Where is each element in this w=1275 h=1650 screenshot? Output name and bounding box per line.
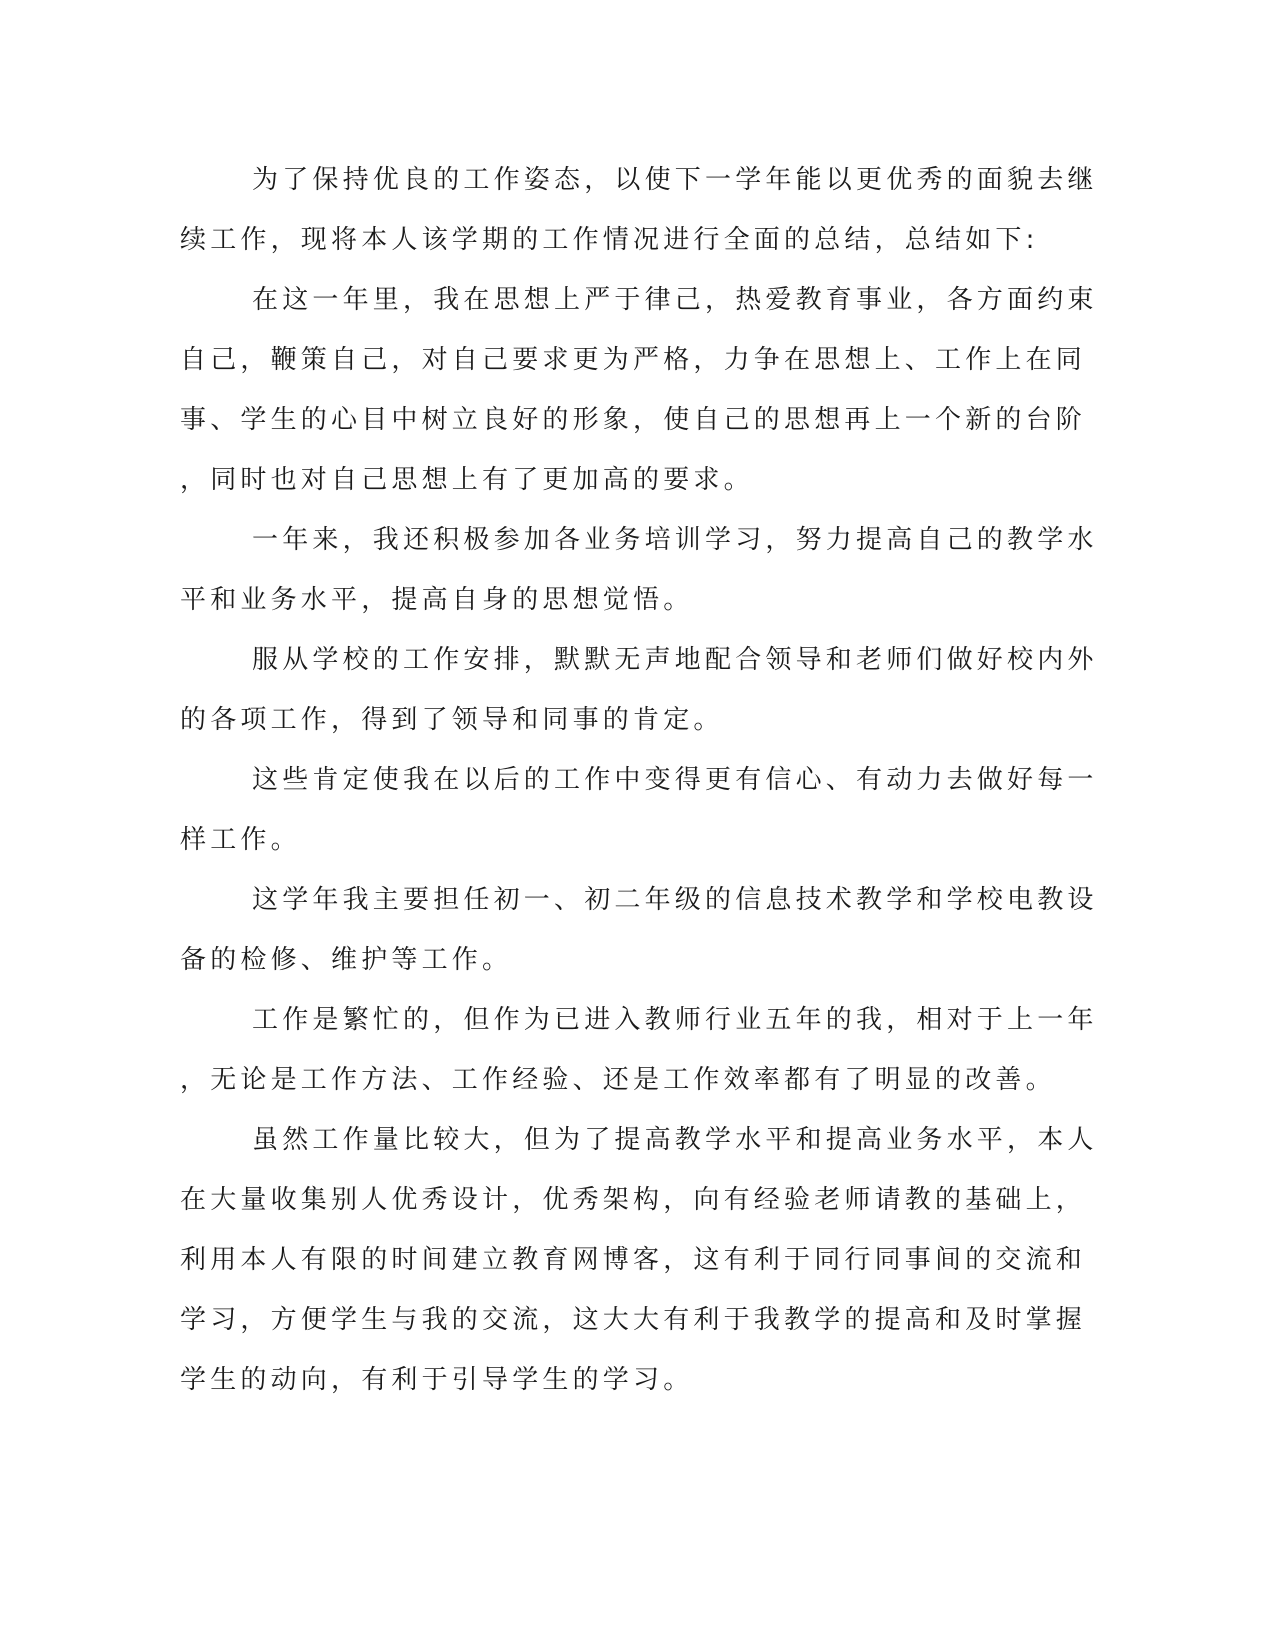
paragraph-line: 在大量收集别人优秀设计，优秀架构，向有经验老师请教的基础上， [180,1185,1087,1215]
paragraph-line: 的各项工作，得到了领导和同事的肯定。 [180,705,724,735]
paragraph-3 [180,510,1098,630]
paragraph-line: ，无论是工作方法、工作经验、还是工作效率都有了明显的改善。 [180,1065,1056,1095]
paragraph-line: 样工作。 [180,825,301,855]
paragraph-line: 虽然工作量比较大，但为了提高教学水平和提高业务水平，本人 [252,1125,1098,1155]
paragraph-7 [180,990,1098,1110]
paragraph-1 [180,150,1098,270]
document-body [180,150,1098,1410]
paragraph-line: 学生的动向，有利于引导学生的学习。 [180,1365,694,1395]
paragraph-6 [180,870,1098,990]
paragraph-line: 一年来，我还积极参加各业务培训学习，努力提高自己的教学水 [252,525,1098,555]
paragraph-line: 工作是繁忙的，但作为已进入教师行业五年的我，相对于上一年 [252,1005,1098,1035]
paragraph-line: 备的检修、维护等工作。 [180,945,513,975]
paragraph-line: 这学年我主要担任初一、初二年级的信息技术教学和学校电教设 [252,885,1098,915]
paragraph-4 [180,630,1098,750]
paragraph-line: 利用本人有限的时间建立教育网博客，这有利于同行同事间的交流和 [180,1245,1087,1275]
paragraph-line: 这些肯定使我在以后的工作中变得更有信心、有动力去做好每一 [252,765,1098,795]
paragraph-line: 续工作，现将本人该学期的工作情况进行全面的总结，总结如下: [180,225,1039,255]
paragraph-line: 平和业务水平，提高自身的思想觉悟。 [180,585,694,615]
paragraph-line: 在这一年里，我在思想上严于律己，热爱教育事业，各方面约束 [252,285,1098,315]
paragraph-line: 服从学校的工作安排，默默无声地配合领导和老师们做好校内外 [252,645,1098,675]
paragraph-2 [180,270,1098,510]
paragraph-line: 为了保持优良的工作姿态，以使下一学年能以更优秀的面貌去继 [252,165,1098,195]
paragraph-line: 自己，鞭策自己，对自己要求更为严格，力争在思想上、工作上在同 [180,345,1087,375]
paragraph-line: 事、学生的心目中树立良好的形象，使自己的思想再上一个新的台阶 [180,405,1087,435]
paragraph-5 [180,750,1098,870]
paragraph-line: ，同时也对自己思想上有了更加高的要求。 [180,465,754,495]
paragraph-line: 学习，方便学生与我的交流，这大大有利于我教学的提高和及时掌握 [180,1305,1087,1335]
paragraph-8 [180,1110,1098,1410]
